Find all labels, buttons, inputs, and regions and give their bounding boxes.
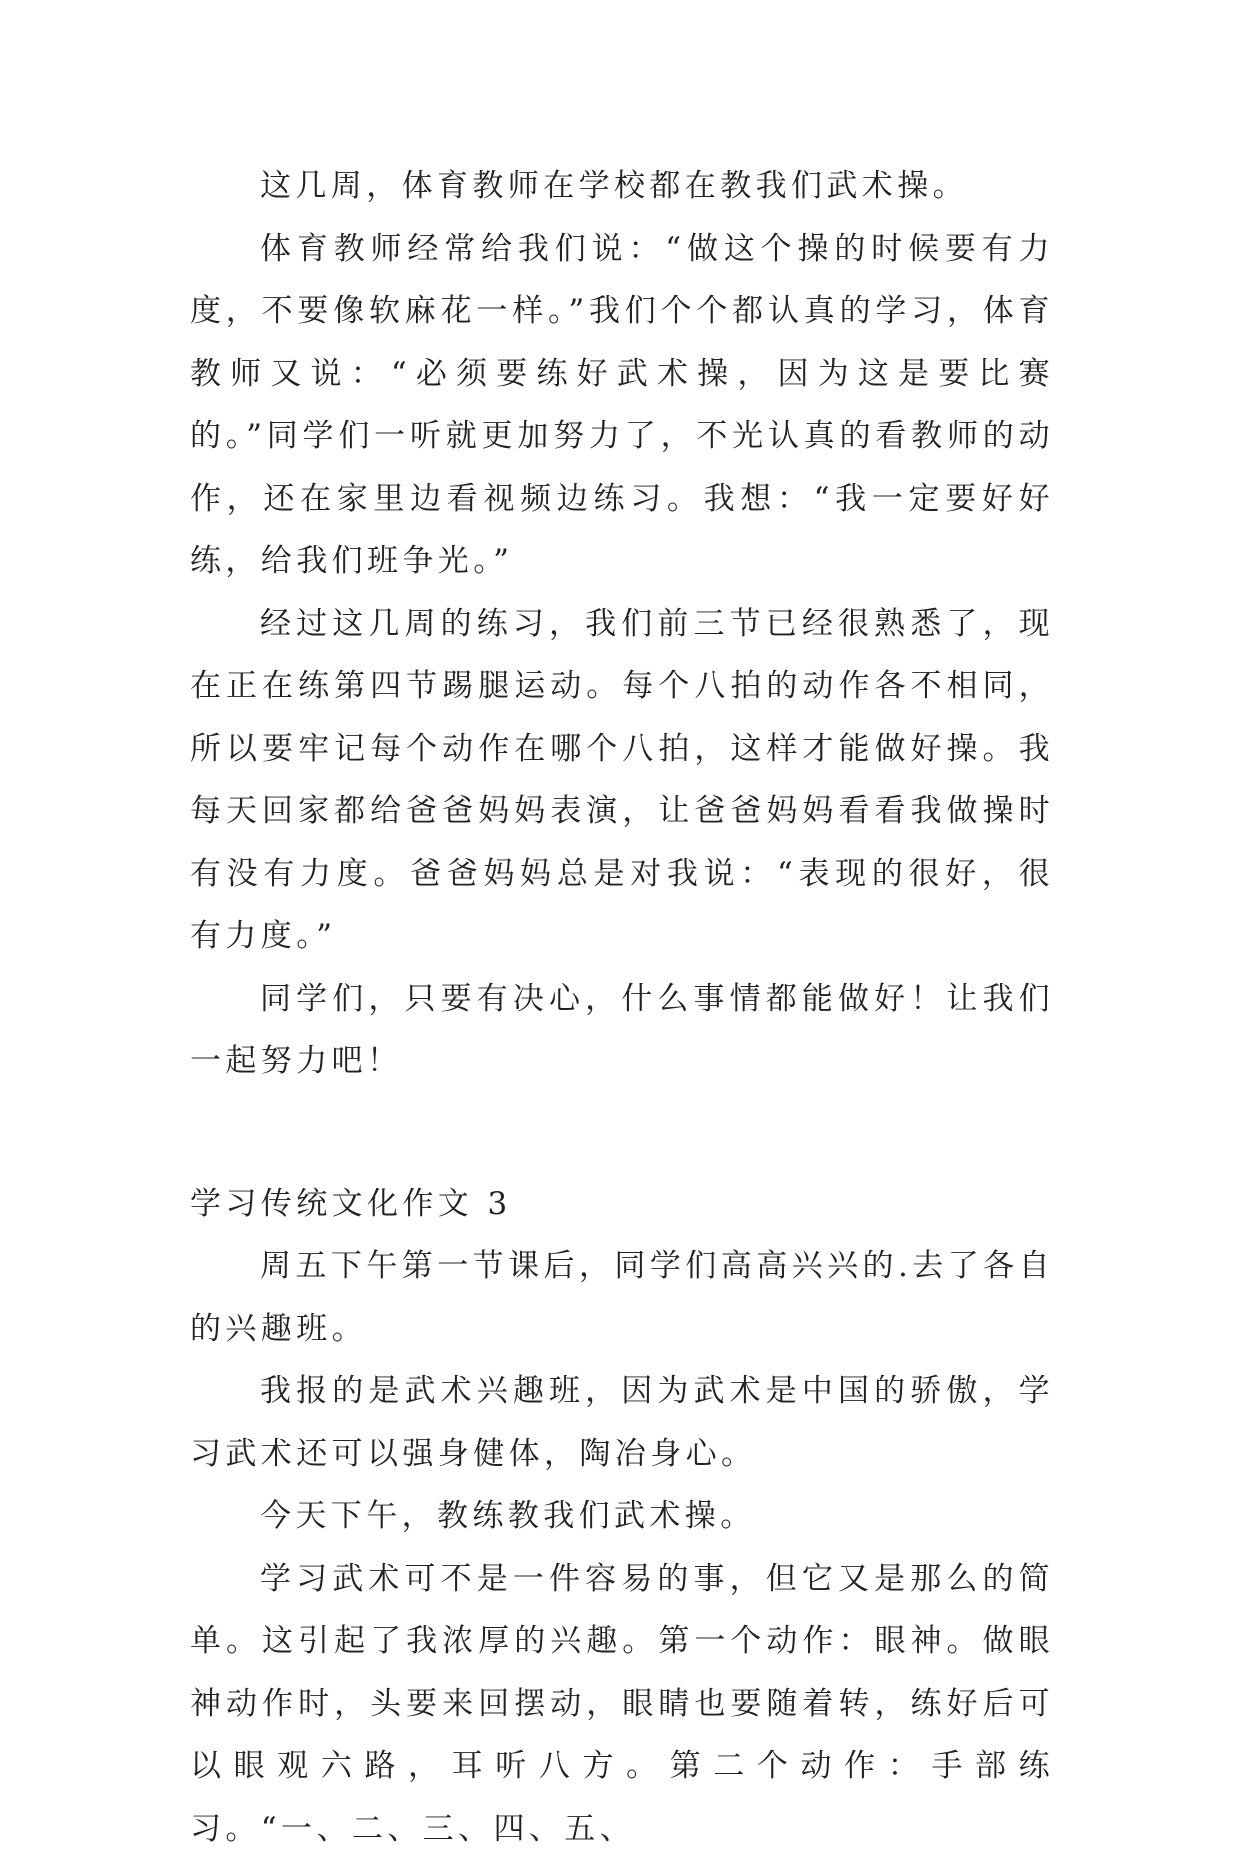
document-page <box>190 155 1054 1860</box>
paragraph: 同学们，只要有决心，什么事情都能做好！让我们一起努力吧！ <box>190 968 1054 1093</box>
section-heading: 学习传统文化作文 3 <box>190 1173 1054 1236</box>
paragraph: 体育教师经常给我们说：“做这个操的时候要有力度，不要像软麻花一样。”我们个个都认真的学习，体育教师又说：“必须要练好武术操，因为这是要比赛的。”同学们一听就更加努力了，不光认真的看教师的动作，还在家里边看视频边练习。我想：“我一定要好好练，给我们班争光。” <box>190 218 1054 593</box>
paragraph: 我报的是武术兴趣班，因为武术是中国的骄傲，学习武术还可以强身健体，陶冶身心。 <box>190 1360 1054 1485</box>
paragraph: 经过这几周的练习，我们前三节已经很熟悉了，现在正在练第四节踢腿运动。每个八拍的动作各不相同，所以要牢记每个动作在哪个八拍，这样才能做好操。我每天回家都给爸爸妈妈表演，让爸爸妈妈看看我做操时有没有力度。爸爸妈妈总是对我说：“表现的很好，很有力度。” <box>190 593 1054 968</box>
paragraph: 周五下午第一节课后，同学们高高兴兴的.去了各自的兴趣班。 <box>190 1235 1054 1360</box>
paragraph: 今天下午，教练教我们武术操。 <box>190 1485 1054 1548</box>
paragraph: 学习武术可不是一件容易的事，但它又是那么的简单。这引起了我浓厚的兴趣。第一个动作：眼神。做眼神动作时，头要来回摆动，眼睛也要随着转，练好后可以眼观六路，耳听八方。第二个动作：手部练习。“一、二、三、四、五、 <box>190 1548 1054 1860</box>
paragraph: 这几周，体育教师在学校都在教我们武术操。 <box>190 155 1054 218</box>
